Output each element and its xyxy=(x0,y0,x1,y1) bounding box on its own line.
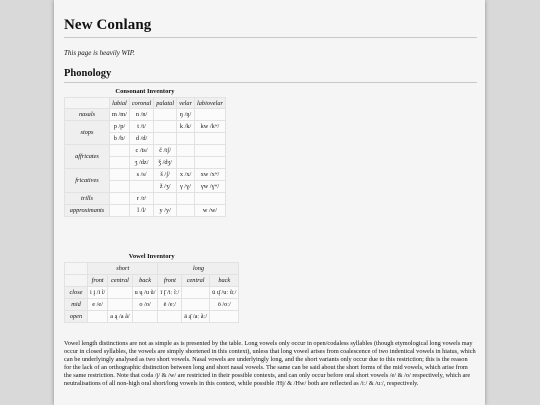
row-header-fricatives: fricatives xyxy=(65,169,110,193)
table-row xyxy=(65,145,226,157)
corner-cell xyxy=(65,275,88,287)
cell-fricative-labial xyxy=(110,169,130,181)
vowel-table-caption: Vowel Inventory xyxy=(128,253,175,260)
cell-voiced-stop-labial: b /b/ xyxy=(110,133,130,145)
cell-close-long-front: ī į̄ /iː ĩː/ xyxy=(158,287,182,299)
cell-fricative-velar: x /x/ xyxy=(177,169,195,181)
wip-note: This page is heavily WIP. xyxy=(64,49,135,57)
cell-voiced-fricative-coronal xyxy=(129,181,153,193)
table-row xyxy=(65,109,226,121)
col-header-long-back: back xyxy=(210,275,239,287)
cell-voiced-fricative-labiovelar: γw /ɣʷ/ xyxy=(195,181,226,193)
cell-trill-velar xyxy=(177,193,195,205)
cell-voiced-affricate-velar xyxy=(177,157,195,169)
cell-affricate-velar xyxy=(177,145,195,157)
cell-voiced-affricate-palatal: ǯ /dʒ/ xyxy=(154,157,177,169)
cell-fricative-coronal: s /s/ xyxy=(129,169,153,181)
row-header-affricates: affricates xyxy=(65,145,110,169)
cell-voiced-fricative-velar: γ /ɣ/ xyxy=(177,181,195,193)
cell-voiced-stop-labiovelar xyxy=(195,133,226,145)
cell-mid-short-back: o /o/ xyxy=(132,299,158,311)
table-row xyxy=(65,121,226,133)
cell-voiced-affricate-coronal: ʒ /dz/ xyxy=(129,157,153,169)
row-header-stops: stops xyxy=(65,121,110,145)
cell-mid-long-central xyxy=(182,299,210,311)
col-header-coronal: coronal xyxy=(129,98,153,109)
vowel-length-paragraph: Vowel length distinctions are not as simple as is presented by the table. Long vowels only occur in open/codaless syllables (though etymological long vowels may occur in closed syllables, the vowels are simply shortened in this context), unless that long vowel arises from coalescence of two indentical vowels in hiatus, which can be underlyingly analysed as two short vowels. Nasal vowels are underlyingly long, and the short variants only occur due to this restriction; this is the reason for the lack of an orthographic distinction between long and short nasal vowels. The same can be said about the short forms of the mid vowels, which arise from the same restriction. Note that coda /j/ & /w/ are restricted in their possible contexts, and can only occur before oral short vowels /e/ & /o/ respectively, which are neutralisations of all non-high oral short/long vowels in this context, while possible /Hj/ & /Hw/ both are reflected as /iː/ & /uː/, respectively. xyxy=(64,340,476,387)
group-header-long: long xyxy=(158,263,239,275)
cell-mid-short-central xyxy=(108,299,132,311)
table-row xyxy=(65,205,226,217)
consonant-table-caption: Consonant Inventory xyxy=(115,88,175,95)
cell-trill-labiovelar xyxy=(195,193,226,205)
cell-mid-short-front: e /e/ xyxy=(88,299,108,311)
table-row xyxy=(65,299,239,311)
col-header-short-front: front xyxy=(88,275,108,287)
cell-voiced-stop-coronal: d /d/ xyxy=(129,133,153,145)
col-header-labiovelar: labiovelar xyxy=(195,98,226,109)
cell-stop-coronal: t /t/ xyxy=(129,121,153,133)
cell-stop-velar: k /k/ xyxy=(177,121,195,133)
cell-stop-labial: p /p/ xyxy=(110,121,130,133)
col-header-palatal: palatal xyxy=(154,98,177,109)
cell-trill-palatal xyxy=(154,193,177,205)
cell-nasal-velar: ŋ /ŋ/ xyxy=(177,109,195,121)
wiki-page xyxy=(54,0,485,405)
cell-voiced-stop-palatal xyxy=(154,133,177,145)
col-header-short-central: central xyxy=(108,275,132,287)
cell-trill-labial xyxy=(110,193,130,205)
cell-open-short-back xyxy=(132,311,158,323)
col-header-velar: velar xyxy=(177,98,195,109)
cell-trill-coronal: r /r/ xyxy=(129,193,153,205)
cell-nasal-coronal: n /n/ xyxy=(129,109,153,121)
cell-fricative-labiovelar: xw /xʷ/ xyxy=(195,169,226,181)
cell-close-short-back: u ų /u ũ/ xyxy=(132,287,158,299)
cell-mid-long-back: ō /oː/ xyxy=(210,299,239,311)
cell-nasal-labiovelar xyxy=(195,109,226,121)
cell-voiced-fricative-labial xyxy=(110,181,130,193)
page-content xyxy=(64,0,477,387)
cell-approximant-palatal: y /y/ xyxy=(154,205,177,217)
cell-affricate-labial xyxy=(110,145,130,157)
cell-affricate-palatal: č /tʃ/ xyxy=(154,145,177,157)
table-row xyxy=(65,193,226,205)
cell-voiced-stop-velar xyxy=(177,133,195,145)
col-header-long-front: front xyxy=(158,275,182,287)
consonant-inventory-table xyxy=(64,88,226,217)
cell-open-short-central: a ą /a ã/ xyxy=(108,311,132,323)
col-header-short-back: back xyxy=(132,275,158,287)
cell-voiced-fricative-palatal: ž /ʒ/ xyxy=(154,181,177,193)
cell-open-long-back xyxy=(210,311,239,323)
table-row xyxy=(65,287,239,299)
cell-affricate-labiovelar xyxy=(195,145,226,157)
cell-close-long-central xyxy=(182,287,210,299)
table-row xyxy=(65,169,226,181)
cell-approximant-labiovelar: w /w/ xyxy=(195,205,226,217)
cell-close-short-central xyxy=(108,287,132,299)
cell-open-long-front xyxy=(158,311,182,323)
col-header-labial: labial xyxy=(110,98,130,109)
cell-close-short-front: i į /i ĩ/ xyxy=(88,287,108,299)
corner-cell xyxy=(65,98,110,109)
row-header-trills: trills xyxy=(65,193,110,205)
cell-stop-labiovelar: kw /kʷ/ xyxy=(195,121,226,133)
cell-nasal-labial: m /m/ xyxy=(110,109,130,121)
cell-approximant-velar xyxy=(177,205,195,217)
cell-fricative-palatal: š /ʃ/ xyxy=(154,169,177,181)
row-header-open: open xyxy=(65,311,88,323)
cell-open-short-front xyxy=(88,311,108,323)
cell-affricate-coronal: c /ts/ xyxy=(129,145,153,157)
cell-stop-palatal xyxy=(154,121,177,133)
cell-close-long-back: ū ų̄ /uː ũː/ xyxy=(210,287,239,299)
group-header-short: short xyxy=(88,263,158,275)
cell-voiced-affricate-labiovelar xyxy=(195,157,226,169)
cell-mid-long-front: ē /eː/ xyxy=(158,299,182,311)
cell-open-long-central: ā ą̄ /aː ãː/ xyxy=(182,311,210,323)
page-title: New Conlang xyxy=(64,17,477,38)
col-header-long-central: central xyxy=(182,275,210,287)
cell-voiced-affricate-labial xyxy=(110,157,130,169)
row-header-close: close xyxy=(65,287,88,299)
row-header-nasals: nasals xyxy=(65,109,110,121)
vowel-inventory-table xyxy=(64,253,239,323)
cell-approximant-coronal: l /l/ xyxy=(129,205,153,217)
row-header-approximants: approximants xyxy=(65,205,110,217)
table-row xyxy=(65,311,239,323)
cell-nasal-palatal xyxy=(154,109,177,121)
section-heading-phonology: Phonology xyxy=(64,68,477,83)
cell-approximant-labial xyxy=(110,205,130,217)
corner-cell xyxy=(65,263,88,275)
row-header-mid: mid xyxy=(65,299,88,311)
